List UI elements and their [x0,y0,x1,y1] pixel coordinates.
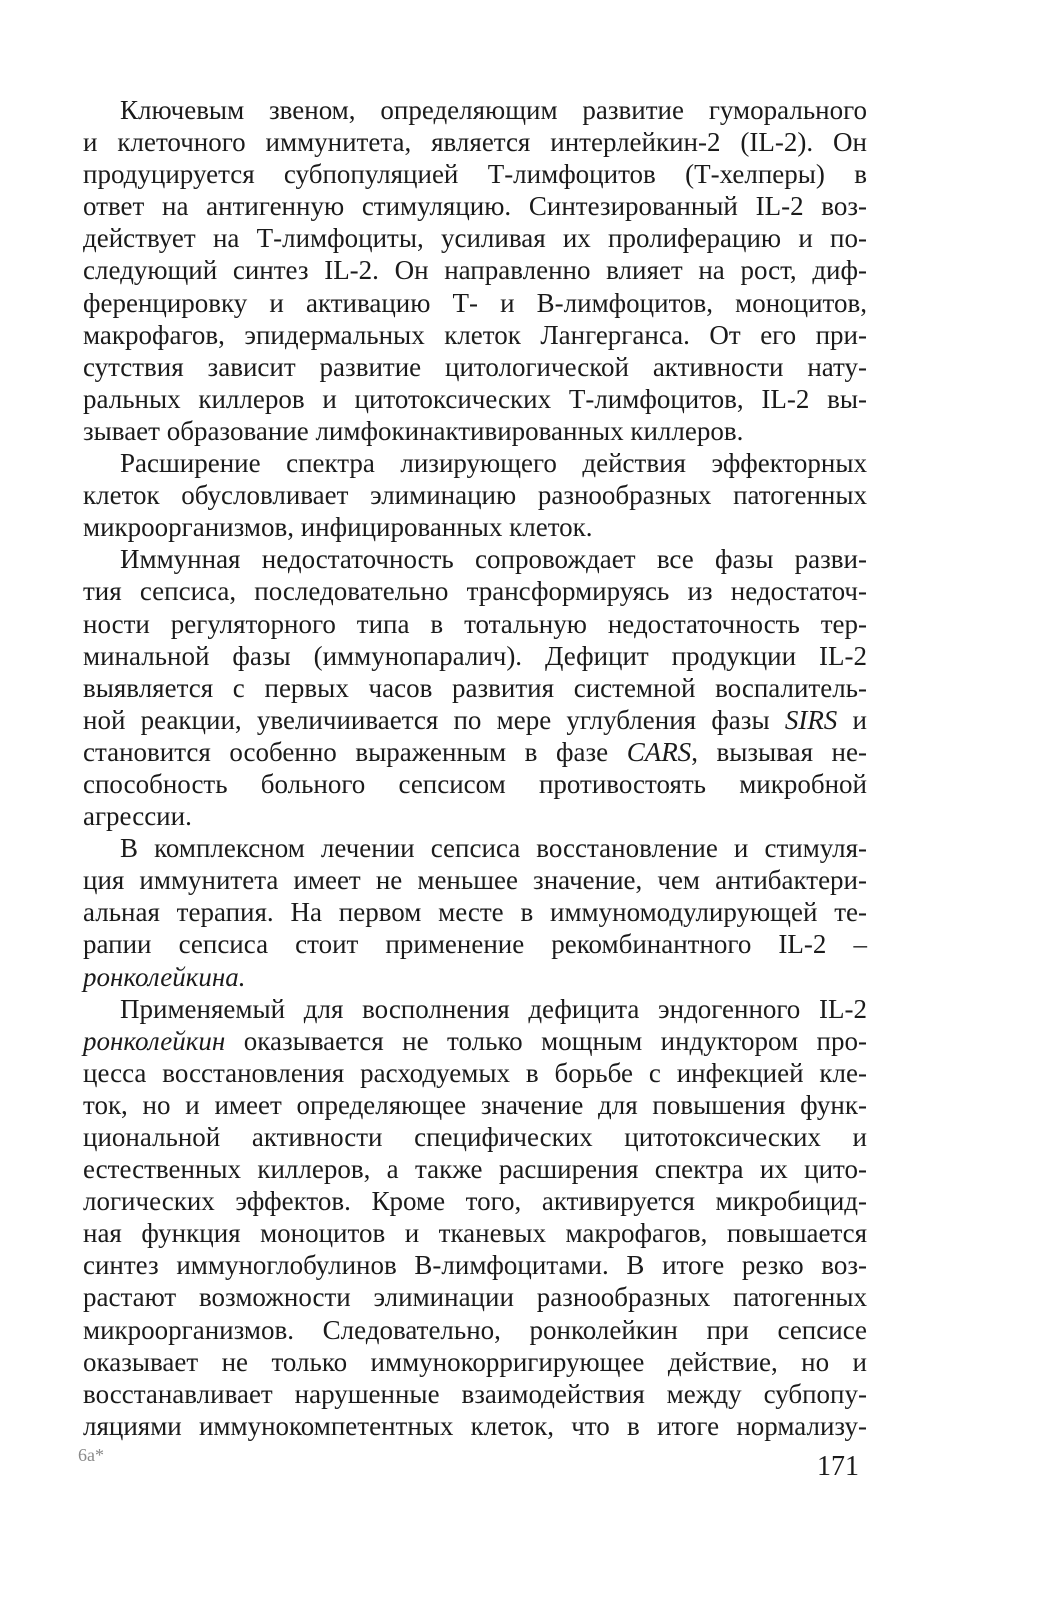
text-span: выявляется с первых часов развития системной воспалитель- [83,672,867,703]
text-line [83,1314,867,1346]
text-line [83,896,867,928]
text-span: тия сепсиса, последовательно трансформируясь из недостаточ- [83,576,867,607]
text-line [83,351,867,383]
text-line [83,254,867,286]
text-line [83,768,867,800]
text-span: альная терапия. На первом месте в иммуномодулирующей те- [83,897,867,928]
text-line [83,1057,867,1089]
text-span: сутствия зависит развитие цитологической активности нату- [83,351,867,382]
text-span: синтез иммуноглобулинов В-лимфоцитами. В итоге резко воз- [83,1250,867,1281]
text-line [83,158,867,190]
text-line [83,1281,867,1313]
text-span: ция иммунитета имеет не меньшее значение, чем антибактери- [83,865,867,896]
text-line [83,190,867,222]
text-line [83,479,867,511]
text-span: логических эффектов. Кроме того, активируется микробицид- [83,1186,867,1217]
italic-text-span: CARS [626,736,692,767]
paragraph [83,832,867,992]
text-span: способность больного сепсисом противостоять микробной [83,768,867,799]
text-line [83,1346,867,1378]
text-line [83,1153,867,1185]
text-span: ная функция моноцитов и тканевых макрофагов, повышается [83,1218,867,1249]
text-line [83,543,867,575]
page-number: 171 [817,1451,859,1482]
text-span: оказывает не только иммунокорригирующее действие, но и [83,1346,867,1377]
text-span: циональной активности специфических цитотоксических и [83,1122,867,1152]
signature-mark: 6а* [78,1445,104,1465]
text-line [83,1410,867,1442]
text-line [83,1089,867,1121]
text-line [83,961,867,993]
text-span: Расширение спектра лизирующего действия эффекторных [120,448,867,479]
text-span: становится особенно выраженным в фазе [83,736,627,767]
text-span: и клеточного иммунитета, является интерлейкин-2 (IL-2). Он [83,127,867,158]
text-span: естественных киллеров, а также расширения спектра их цито- [83,1154,867,1185]
text-line [83,832,867,864]
text-line [83,928,867,960]
text-span: ляциями иммунокомпетентных клеток, что в итоге нормализу- [83,1410,867,1441]
text-line [83,672,867,704]
text-span: восстанавливает нарушенные взаимодействия между субпопу- [83,1378,867,1409]
text-span: продуцируется субпопуляцией Т-лимфоцитов (Т-хелперы) в [83,159,867,190]
text-line [83,1025,867,1057]
text-line [83,1121,867,1153]
text-span: следующий синтез IL-2. Он направленно влияет на рост, диф- [83,255,867,286]
text-line [83,608,867,640]
text-line [83,222,867,254]
paragraph [83,447,867,543]
text-span: растают возможности элиминации разнообразных патогенных [83,1282,867,1313]
italic-text-span: SIRS [784,704,838,735]
text-span: рапии сепсиса стоит применение рекомбинантного IL-2 – [83,929,867,960]
text-span: Иммунная недостаточность сопровождает все фазы разви- [120,544,867,575]
text-line [83,447,867,479]
text-span: микроорганизмов, инфицированных клеток. [83,512,593,543]
text-line [83,287,867,319]
italic-text-span: ронколейкина. [83,961,246,992]
text-span: ференцировку и активацию Т- и В-лимфоцитов, моноцитов, [83,287,867,318]
text-span: и [837,704,867,735]
text-span: клеток обусловливает элиминацию разнообразных патогенных [83,480,867,511]
paragraph [83,543,867,832]
text-span: ной реакции, увеличиивается по мере углубления фазы [83,704,785,735]
text-line [83,864,867,896]
text-line [83,383,867,415]
text-span: макрофагов, эпидермальных клеток Лангерганса. От его при- [83,319,867,350]
text-line [83,511,867,543]
text-line [83,640,867,672]
text-span: Ключевым звеном, определяющим развитие гуморального [120,95,867,125]
text-line [83,415,867,447]
text-span: цесса восстановления расходуемых в борьбе с инфекцией кле- [83,1057,867,1088]
text-span: оказывается не только мощным индуктором про- [225,1025,867,1056]
text-span: ности регуляторного типа в тотальную недостаточность тер- [83,608,867,639]
text-span: ральных киллеров и цитотоксических Т-лимфоцитов, IL-2 вы- [83,383,867,414]
text-span: В комплексном лечении сепсиса восстановление и стимуля- [120,833,867,864]
text-line [83,1185,867,1217]
body-text [83,94,867,1442]
text-span: агрессии. [83,801,192,832]
text-span: минальной фазы (иммунопаралич). Дефицит продукции IL-2 [83,640,867,671]
text-span: действует на Т-лимфоциты, усиливая их пролиферацию и по- [83,223,867,254]
text-span: ток, но и имеет определяющее значение для повышения функ- [83,1089,867,1120]
text-span: , вызывая не- [691,736,867,767]
text-line [83,993,867,1025]
text-span: зывает образование лимфокинактивированных киллеров. [83,415,744,446]
paragraph [83,94,867,447]
text-line [83,1378,867,1410]
text-line [83,126,867,158]
text-line [83,800,867,832]
text-span: микроорганизмов. Следовательно, ронколейкин при сепсисе [83,1314,867,1345]
text-span: ответ на антигенную стимуляцию. Синтезированный IL-2 воз- [83,191,867,222]
text-line [83,736,867,768]
text-line [83,1217,867,1249]
text-line [83,94,867,126]
text-span: Применяемый для восполнения дефицита эндогенного IL-2 [120,993,867,1024]
italic-text-span: ронколейкин [83,1025,226,1056]
text-line [83,1249,867,1281]
text-line [83,319,867,351]
paragraph [83,993,867,1442]
text-line [83,575,867,607]
text-line [83,704,867,736]
